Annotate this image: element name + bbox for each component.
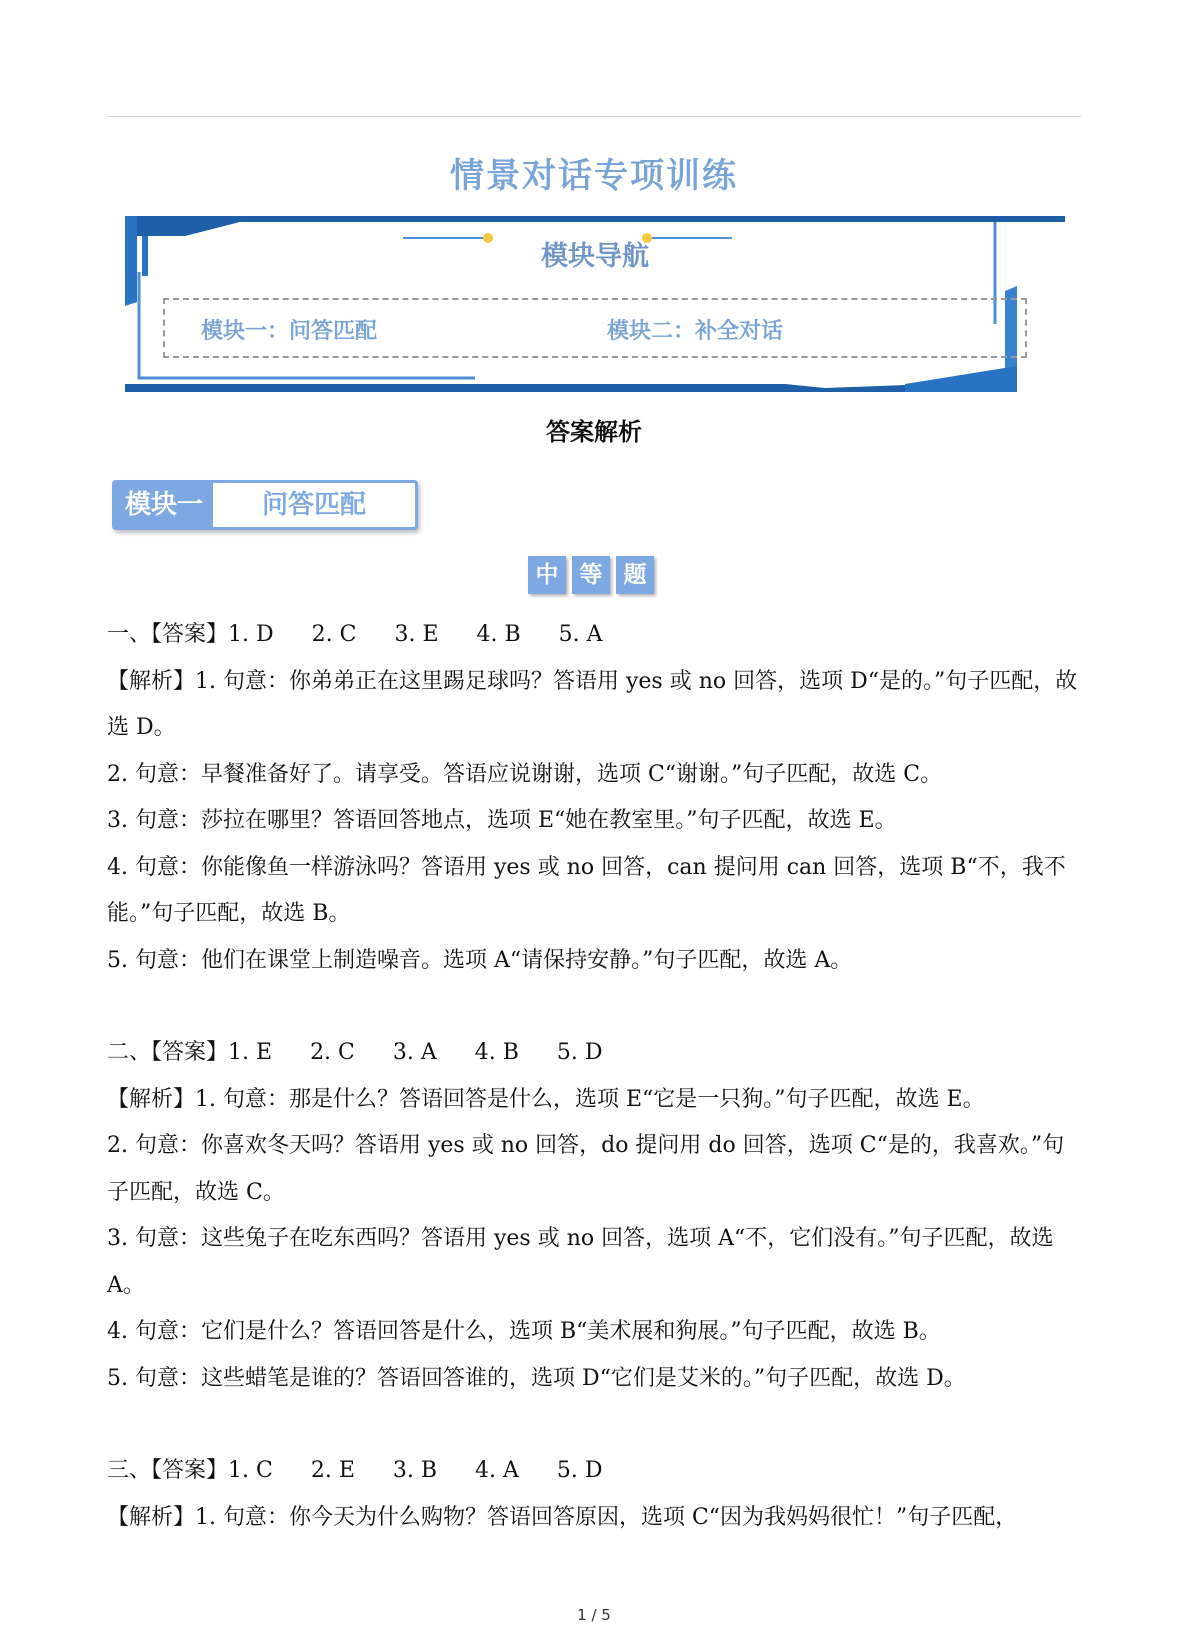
answer-item: 1. C [228, 1458, 273, 1483]
answer-line [107, 1030, 1082, 1077]
section-spacer [107, 984, 1082, 1030]
document-title: 情景对话专项训练 [450, 156, 738, 196]
answer-item: 2. C [310, 1040, 355, 1065]
analysis-line: 3. 句意：这些兔子在吃东西吗？答语用 yes 或 no 回答，选项 A“不，它们没有。”句子匹配，故选 A。 [107, 1226, 1054, 1298]
answer-item: 2. C [311, 622, 357, 647]
section-spacer [107, 1402, 1082, 1448]
answer-item: 1. D [228, 622, 274, 647]
answer-item: 3. A [392, 1040, 437, 1065]
answer-item: 5. D [556, 1040, 603, 1065]
module-tab-name: 问答匹配 [261, 490, 366, 520]
module-tab [112, 480, 418, 530]
nav-item-module-1[interactable]: 模块一：问答匹配 [201, 318, 378, 344]
answer-item: 3. B [392, 1458, 438, 1483]
nav-title: 模块导航 [541, 241, 649, 272]
page-number: 1 / 5 [577, 1606, 611, 1624]
answer-item: 2. E [310, 1458, 355, 1483]
analysis-line: 5. 句意：这些蜡笔是谁的？答语回答谁的，选项 D“它们是艾米的。”句子匹配，故选 D。 [107, 1365, 966, 1391]
answer-prefix: 三、【答案】 [107, 1458, 229, 1483]
analysis-line: 【解析】1. 句意：你弟弟正在这里踢足球吗？答语用 yes 或 no 回答，选项 D“是的。”句子匹配，故选 D。 [107, 668, 1078, 740]
nav-items-box [163, 298, 1027, 358]
module-navigation-frame [125, 216, 1065, 408]
answer-item: 1. E [228, 1040, 273, 1065]
nav-item-module-2[interactable]: 模块二：补全对话 [607, 318, 784, 344]
difficulty-badge [528, 556, 654, 594]
analysis-line: 5. 句意：他们在课堂上制造噪音。选项 A“请保持安静。”句子匹配，故选 A。 [107, 947, 853, 973]
answer-item: 5. A [558, 622, 603, 647]
answer-item: 3. E [394, 622, 439, 647]
analysis-line: 4. 句意：你能像鱼一样游泳吗？答语用 yes 或 no 回答，can 提问用 can 回答，选项 B“不，我不能。”句子匹配，故选 B。 [107, 854, 1066, 926]
answer-heading: 答案解析 [546, 417, 642, 446]
analysis-line: 2. 句意：你喜欢冬天吗？答语用 yes 或 no 回答，do 提问用 do 回答，选项 C“是的，我喜欢。”句子匹配，故选 C。 [107, 1133, 1065, 1205]
header-rule [107, 116, 1081, 117]
answer-item: 4. B [474, 1040, 519, 1065]
answer-line [107, 612, 1082, 659]
difficulty-char: 等 [572, 556, 610, 594]
answer-item: 4. B [476, 622, 521, 647]
analysis-line: 2. 句意：早餐准备好了。请享受。答语应说谢谢，选项 C“谢谢。”句子匹配，故选 C。 [107, 761, 943, 787]
analysis-line: 【解析】1. 句意：那是什么？答语回答是什么，选项 E“它是一只狗。”句子匹配，故选 E。 [107, 1086, 985, 1112]
module-tab-label: 模块一 [115, 483, 213, 527]
difficulty-char: 题 [616, 556, 654, 594]
analysis-line: 4. 句意：它们是什么？答语回答是什么，选项 B“美术展和狗展。”句子匹配，故选 B。 [107, 1319, 941, 1344]
answer-line [107, 1448, 1082, 1495]
analysis-line: 3. 句意：莎拉在哪里？答语回答地点，选项 E“她在教室里。”句子匹配，故选 E。 [107, 808, 897, 833]
answer-content [107, 612, 1082, 1541]
difficulty-char: 中 [528, 556, 566, 594]
analysis-line: 【解析】1. 句意：你今天为什么购物？答语回答原因，选项 C“因为我妈妈很忙！”句子匹配， [107, 1504, 1018, 1530]
answer-item: 4. A [475, 1458, 519, 1483]
answer-prefix: 二、【答案】 [107, 1040, 229, 1065]
answer-item: 5. D [556, 1458, 603, 1483]
answer-prefix: 一、【答案】 [107, 622, 229, 647]
